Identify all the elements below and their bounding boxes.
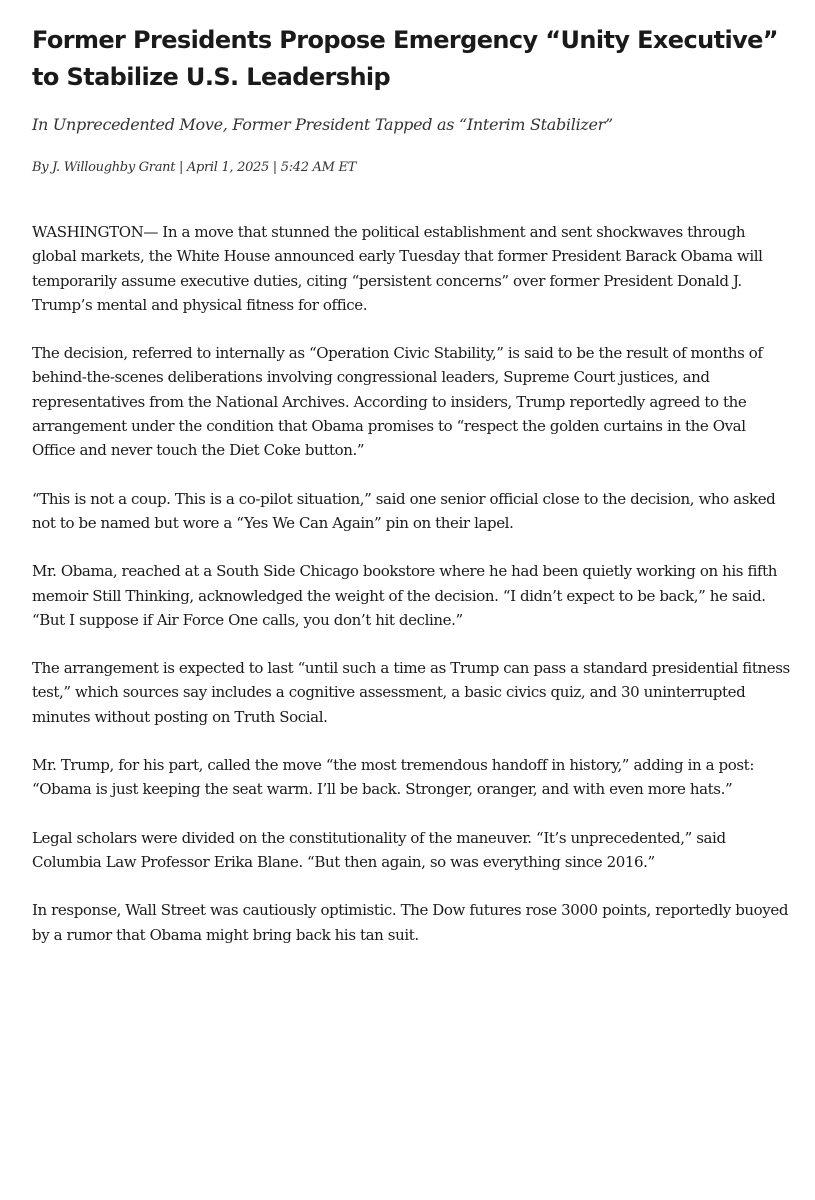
- article: [32, 22, 792, 971]
- paragraph-3: “This is not a coup. This is a co-pilot situation,” said one senior official close to the decision, who asked not to be named but wore a “Yes We Can Again” pin on their lapel.: [32, 489, 776, 532]
- headline: Former Presidents Propose Emergency “Unity Executive” to Stabilize U.S. Leadership: [32, 26, 778, 91]
- paragraph-5: The arrangement is expected to last “until such a time as Trump can pass a standard presidential fitness test,” which sources say includes a cognitive assessment, a basic civics quiz, and 30 uninterrupted minutes without posting on Truth Social.: [32, 659, 790, 726]
- paragraph-4: Mr. Obama, reached at a South Side Chicago bookstore where he had been quietly working on his fifth memoir Still Thinking, acknowledged the weight of the decision. “I didn’t expect to be back,” he said. “But I suppose if Air Force One calls, you don’t hit decline.”: [32, 562, 778, 629]
- paragraph-6: Mr. Trump, for his part, called the move “the most tremendous handoff in history,” adding in a post: “Obama is just keeping the seat warm. I’ll be back. Stronger, oranger, and with even more hats.”: [32, 756, 754, 799]
- paragraph-7: Legal scholars were divided on the constitutionality of the maneuver. “It’s unprecedented,” said Columbia Law Professor Erika Blane. “But then again, so was everything since 2016.”: [32, 828, 726, 871]
- paragraph-2: The decision, referred to internally as “Operation Civic Stability,” is said to be the result of months of behind-the-scenes deliberations involving congressional leaders, Supreme Court justices, and representatives from the National Archives. According to insiders, Trump reportedly agreed to the arrangement under the condition that Obama promises to “respect the golden curtains in the Oval Office and never touch the Diet Coke button.”: [32, 344, 763, 460]
- paragraph-8: In response, Wall Street was cautiously optimistic. The Dow futures rose 3000 points, reportedly buoyed by a rumor that Obama might bring back his tan suit.: [32, 901, 789, 944]
- subheadline: In Unprecedented Move, Former President Tapped as “Interim Stabilizer”: [32, 115, 613, 134]
- paragraph-1: WASHINGTON— In a move that stunned the political establishment and sent shockwaves through global markets, the White House announced early Tuesday that former President Barack Obama will temporarily assume executive duties, citing “persistent concerns” over former President Donald J. Trump’s mental and physical fitness for office.: [32, 223, 763, 314]
- byline: By J. Willoughby Grant | April 1, 2025 | 5:42 AM ET: [32, 160, 357, 175]
- article-body: [32, 220, 792, 947]
